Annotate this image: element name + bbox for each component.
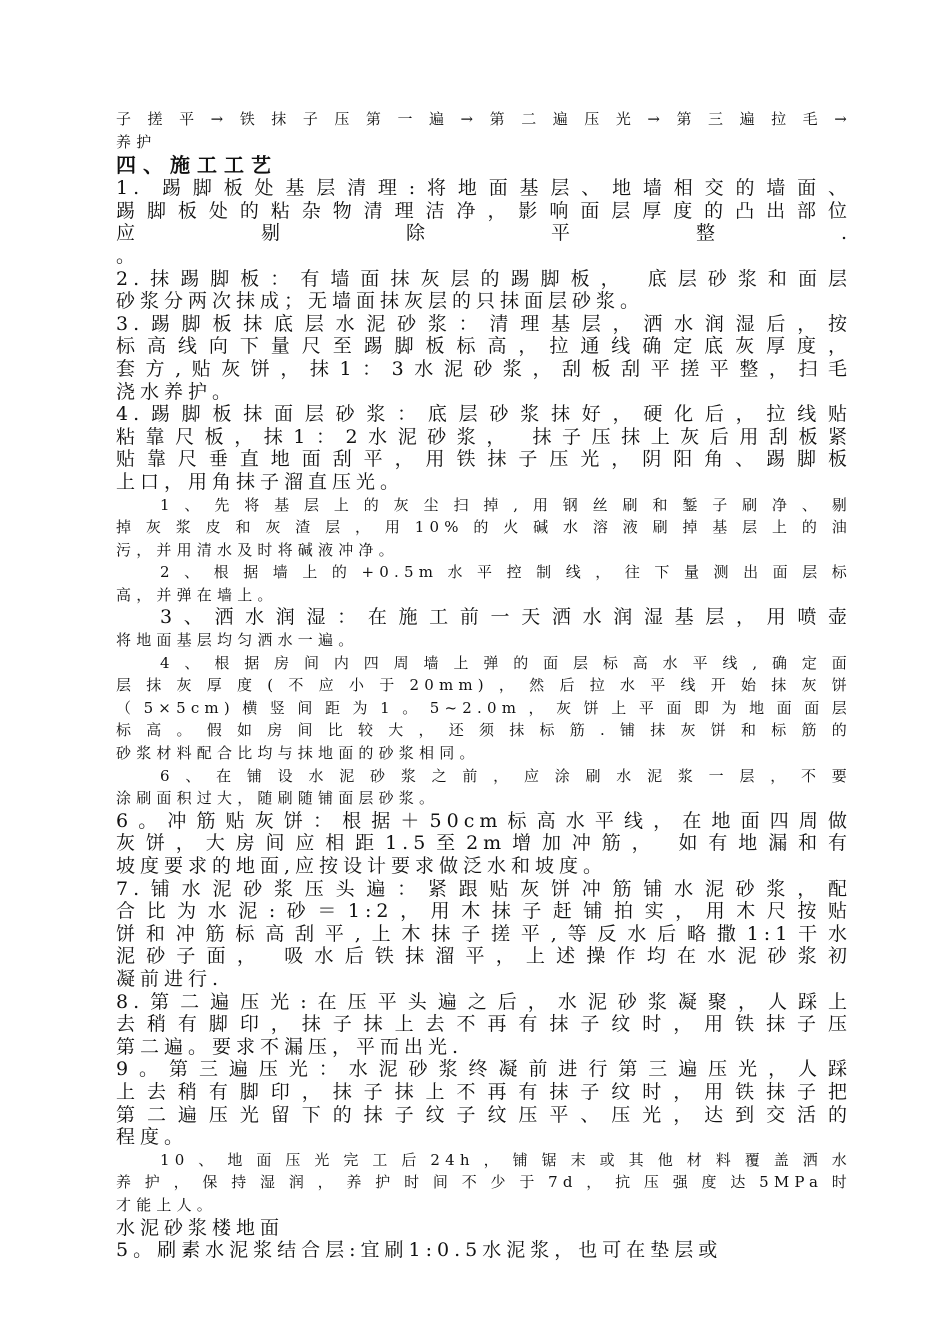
text-line: 层抹灰厚度(不应小于20mm)，然后拉水平线开始抹灰饼 xyxy=(116,676,852,695)
text-line: 6。冲筋贴灰饼：根据＋50cm标高水平线，在地面四周做 xyxy=(116,809,852,832)
paragraph xyxy=(116,878,852,991)
text-line: 标高。假如房间比较大，还须抹标筋.铺抹灰饼和标筋的 xyxy=(116,721,852,740)
paragraph xyxy=(116,494,852,562)
paragraph xyxy=(116,313,852,403)
text-line: 5。刷素水泥浆结合层:宜刷1:0.5水泥浆，也可在垫层或 xyxy=(116,1239,723,1262)
text-line: 将地面基层均匀洒水一遍。 xyxy=(116,631,359,650)
text-line: 四、施工工艺 xyxy=(116,153,278,178)
text-line: 程度。 xyxy=(116,1126,189,1149)
paragraph xyxy=(116,177,852,267)
text-line: 砂浆分两次抹成；无墙面抹灰层的只抹面层砂浆。 xyxy=(116,290,645,313)
text-line: 上口，用角抹子溜直压光。 xyxy=(116,470,405,493)
text-line: 。 xyxy=(116,244,141,267)
text-line: 1、先将基层上的灰尘扫掉,用钢丝刷和錾子刷净、剔 xyxy=(160,495,852,514)
text-line: 2、根据墙上的+0.5m水平控制线，往下量测出面层标 xyxy=(160,563,852,582)
paragraph xyxy=(116,765,852,810)
text-line: 涂刷面积过大，随刷随铺面层砂浆。 xyxy=(116,789,440,808)
paragraph xyxy=(116,561,852,606)
text-line: 凝前进行. xyxy=(116,967,224,990)
text-line: 10、地面压光完工后24h，铺锯末或其他材料覆盖洒水 xyxy=(160,1150,852,1169)
paragraph xyxy=(116,1239,852,1262)
text-line: 9。第三遍压光：水泥砂浆终凝前进行第三遍压光，人踩 xyxy=(116,1058,852,1081)
text-line: 子搓平→铁抹子压第一遍→第二遍压光→第三遍拉毛→ xyxy=(116,110,852,128)
paragraph xyxy=(116,268,852,313)
paragraph xyxy=(116,1058,852,1148)
text-line: 贴靠尺垂直地面刮平，用铁抹子压光，阴阳角、踢脚板 xyxy=(116,448,852,471)
text-line: 4.踢脚板抹面层砂浆：底层砂浆抹好，硬化后，拉线贴 xyxy=(116,403,852,426)
paragraph xyxy=(116,1217,852,1240)
text-line: 合比为水泥:砂＝1:2，用木抹子赶铺拍实，用木尺按贴 xyxy=(116,900,852,923)
text-line: 标高线向下量尺至踢脚板标高，拉通线确定底灰厚度， xyxy=(116,335,852,358)
text-line: 养护，保持湿润，养护时间不少于7d，抗压强度达5MPa时 xyxy=(116,1173,852,1192)
text-line: 应剔除平整. xyxy=(116,222,852,245)
text-line: 套方,贴灰饼，抹1：3水泥砂浆，刮板刮平搓平整，扫毛 xyxy=(116,357,852,380)
text-line: 浇水养护。 xyxy=(116,380,237,403)
text-line: 上去稍有脚印，抹子抹上不再有抹子纹时，用铁抹子把 xyxy=(116,1080,852,1103)
text-line: 8.第二遍压光:在压平头遍之后，水泥砂浆凝聚，人踩上 xyxy=(116,990,852,1013)
text-line: 2.抹踢脚板：有墙面抹灰层的踢脚板， 底层砂浆和面层 xyxy=(116,267,852,290)
text-line: 3、洒水润湿：在施工前一天洒水润湿基层，用喷壶 xyxy=(160,606,852,629)
text-line: 去稍有脚印，抹子抹上去不再有抹子纹时，用铁抹子压 xyxy=(116,1013,852,1036)
text-line: 7.铺水泥砂浆压头遍：紧跟贴灰饼冲筋铺水泥砂浆，配 xyxy=(116,877,852,900)
text-line: 灰饼，大房间应相距1.5至2m增加冲筋， 如有地漏和有 xyxy=(116,832,852,855)
paragraph xyxy=(116,403,852,493)
paragraph xyxy=(116,606,852,651)
text-line: 水泥砂浆楼地面 xyxy=(116,1216,285,1239)
text-line: 坡度要求的地面,应按设计要求做泛水和坡度。 xyxy=(116,855,608,877)
text-line: 高，并弹在墙上。 xyxy=(116,585,278,604)
text-line: 粘靠尺板，抹1：2水泥砂浆， 抹子压抹上灰后用刮板紧 xyxy=(116,425,852,448)
text-line: 饼和冲筋标高刮平,上木抹子搓平,等反水后略撒1:1干水 xyxy=(116,922,852,945)
text-line: 才能上人。 xyxy=(116,1195,218,1214)
text-line: 泥砂子面， 吸水后铁抹溜平，上述操作均在水泥砂浆初 xyxy=(116,945,852,968)
paragraph xyxy=(116,991,852,1059)
text-line: 1. 踢脚板处基层清理:将地面基层、地墙相交的墙面、 xyxy=(116,177,852,200)
text-line: 3.踢脚板抹底层水泥砂浆：清理基层，洒水润湿后，按 xyxy=(116,312,852,335)
text-line: （5×5cm)横竖间距为1。5~2.0m，灰饼上平面即为地面面层 xyxy=(116,698,852,717)
paragraph xyxy=(116,652,852,765)
paragraph xyxy=(116,810,852,878)
paragraph xyxy=(116,108,852,153)
text-line: 掉灰浆皮和灰渣层，用10%的火碱水溶液刷掉基层上的油 xyxy=(116,518,852,537)
text-line: 第二遍。要求不漏压，平而出光. xyxy=(116,1035,464,1058)
text-line: 砂浆材料配合比均与抹地面的砂浆相同。 xyxy=(116,744,480,763)
text-line: 污，并用清水及时将碱液冲净。 xyxy=(116,540,399,559)
text-line: 6、在铺设水泥砂浆之前，应涂刷水泥浆一层，不要 xyxy=(160,766,852,785)
text-line: 第二遍压光留下的抹子纹子纹压平、压光，达到交活的 xyxy=(116,1103,852,1126)
section-heading xyxy=(116,153,852,177)
document-page xyxy=(116,108,852,1262)
text-line: 养护 xyxy=(116,132,157,151)
text-line: 4、根据房间内四周墙上弹的面层标高水平线,确定面 xyxy=(160,653,852,672)
text-line: 踢脚板处的粘杂物清理洁净，影响面层厚度的凸出部位 xyxy=(116,199,852,222)
paragraph xyxy=(116,1149,852,1217)
